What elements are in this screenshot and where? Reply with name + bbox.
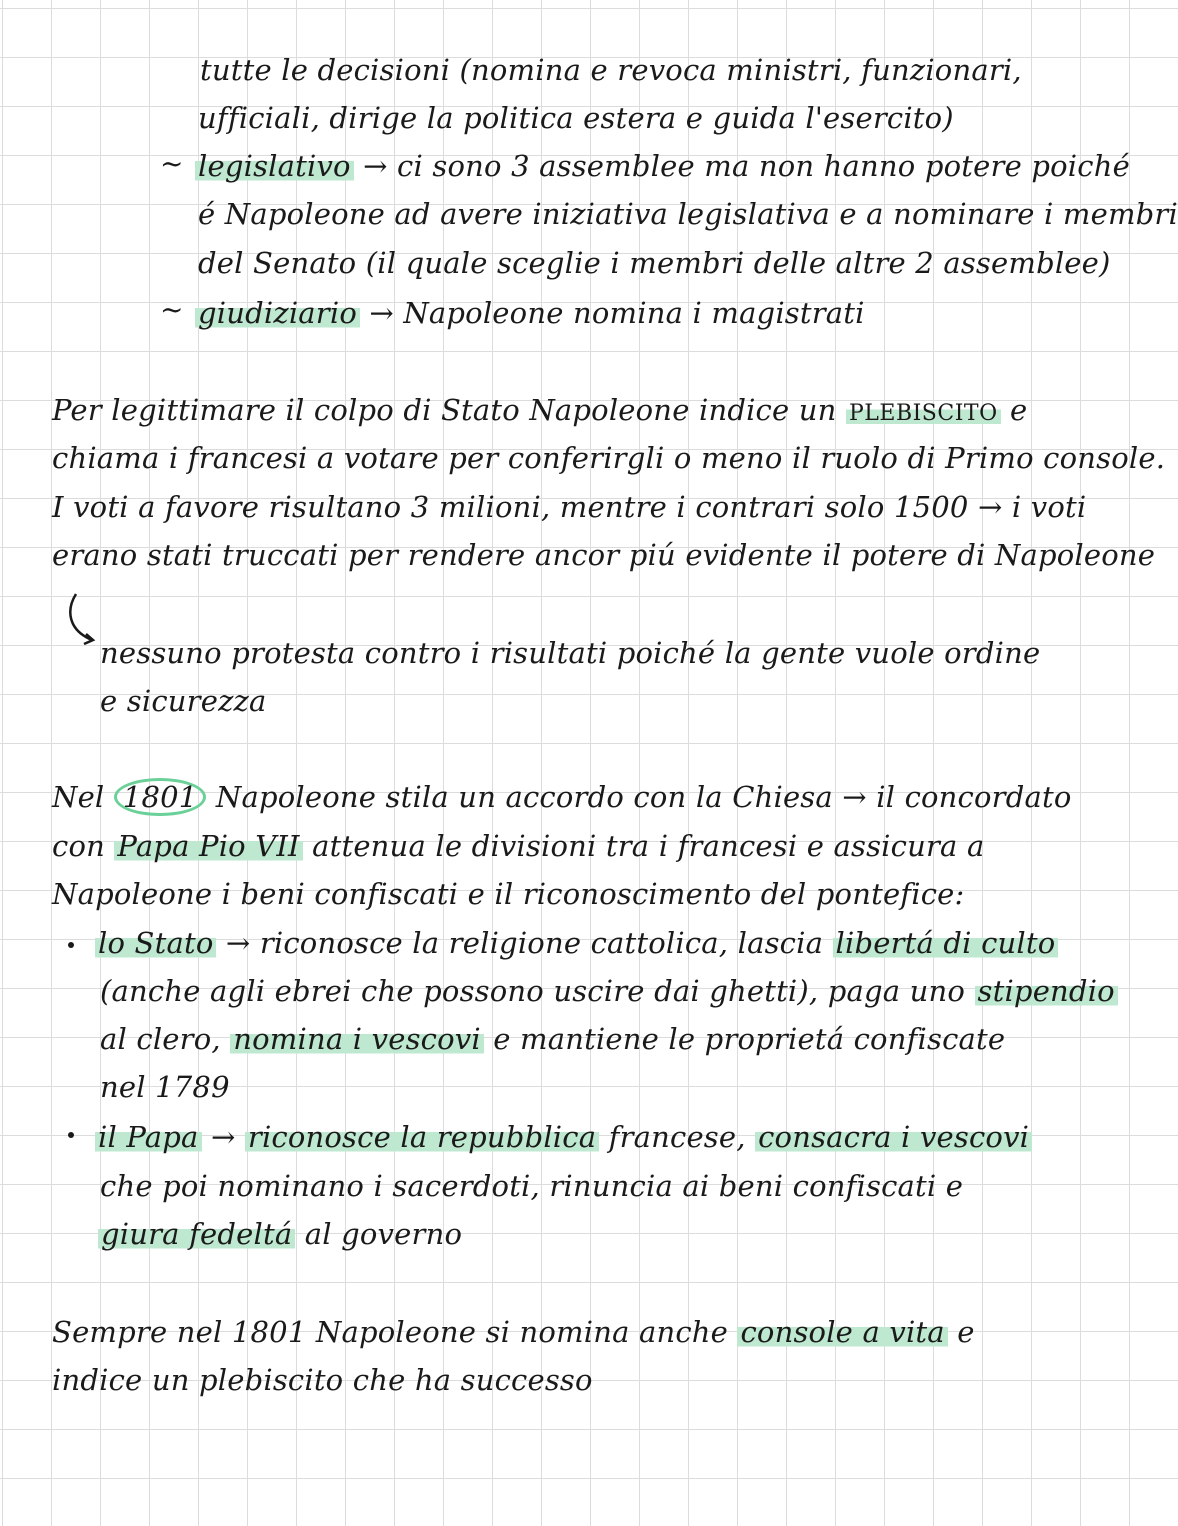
text-line — [100, 633, 1040, 673]
text-span: Napoleone stila un accordo con la Chiesa → il concordato — [215, 780, 1072, 814]
text-span: e sicurezza — [100, 684, 267, 718]
giura-fedelta-highlight: giura fedeltá — [98, 1217, 295, 1251]
text-span: tutte le decisioni (nomina e revoca ministri, funzionari, — [200, 53, 1022, 87]
text-line — [52, 487, 1086, 527]
text-span: (anche agli ebrei che possono uscire dai ghetti), paga uno — [100, 974, 966, 1008]
tilde-bullet-icon: ~ — [160, 147, 184, 180]
hook-arrow-icon — [62, 590, 102, 650]
text-line — [52, 874, 965, 914]
text-span: e — [957, 1315, 975, 1349]
text-span: che poi nominano i sacerdoti, rinuncia ai beni confiscati e — [100, 1169, 964, 1203]
text-span: erano stati truccati per rendere ancor piú evidente il potere di Napoleone — [52, 538, 1156, 572]
riconosce-repubblica-highlight: riconosce la repubblica — [245, 1120, 599, 1154]
text-span: con — [52, 829, 105, 863]
text-line — [100, 1019, 1005, 1059]
text-span: → — [210, 1120, 236, 1154]
text-line — [52, 1360, 593, 1400]
text-span: nel 1789 — [100, 1070, 230, 1104]
text-span: attenua le divisioni tra i francesi e assicura a — [312, 829, 985, 863]
text-line — [52, 390, 1027, 430]
papa-pio-highlight: Papa Pio VII — [114, 829, 302, 863]
text-span: al governo — [304, 1217, 463, 1251]
stato-highlight: lo Stato — [95, 926, 216, 960]
text-span: del Senato (il quale sceglie i membri delle altre 2 assemblee) — [198, 246, 1111, 280]
text-line — [200, 50, 1022, 90]
text-line — [195, 293, 865, 333]
text-span: chiama i francesi a votare per conferirgli o meno il ruolo di Primo console. — [52, 441, 1166, 475]
text-span: francese, — [608, 1120, 746, 1154]
text-span: → Napoleone nomina i magistrati — [369, 296, 865, 330]
text-span: Per legittimare il colpo di Stato Napoleone indice un — [52, 393, 837, 427]
text-span: al clero, — [100, 1022, 221, 1056]
text-line — [100, 1067, 230, 1107]
text-span: → riconosce la religione cattolica, lascia — [225, 926, 824, 960]
text-span: e — [1010, 393, 1028, 427]
bullet-dot-icon — [68, 1132, 74, 1138]
plebiscito-highlight: PLEBISCITO — [846, 401, 1001, 426]
nomina-vescovi-highlight: nomina i vescovi — [230, 1022, 484, 1056]
text-line — [52, 1312, 975, 1352]
bullet-dot-icon — [68, 942, 74, 948]
text-line — [52, 826, 984, 866]
stipendio-highlight: stipendio — [975, 974, 1118, 1008]
consacra-vescovi-highlight: consacra i vescovi — [755, 1120, 1032, 1154]
text-span: I voti a favore risultano 3 milioni, mentre i contrari solo 1500 → i voti — [52, 490, 1087, 524]
console-a-vita-highlight: console a vita — [737, 1315, 947, 1349]
text-line — [52, 438, 1165, 478]
liberta-culto-highlight: libertá di culto — [833, 926, 1059, 960]
text-line — [100, 971, 1118, 1011]
text-line — [98, 1214, 462, 1254]
legislativo-highlight: legislativo — [195, 149, 354, 183]
giudiziario-highlight: giudiziario — [195, 296, 360, 330]
text-span: é Napoleone ad avere iniziativa legislativa e a nominare i membri — [198, 197, 1178, 231]
text-span: Sempre nel 1801 Napoleone si nomina anche — [52, 1315, 729, 1349]
papa-highlight: il Papa — [95, 1120, 202, 1154]
text-span: → ci sono 3 assemblee ma non hanno potere poiché — [363, 149, 1130, 183]
text-line — [52, 777, 1072, 817]
year-circled: 1801 — [114, 778, 207, 816]
text-line — [100, 1166, 963, 1206]
text-line — [95, 923, 1058, 963]
text-span: Napoleone i beni confiscati e il riconoscimento del pontefice: — [52, 877, 965, 911]
text-line — [52, 535, 1155, 575]
text-span: indice un plebiscito che ha successo — [52, 1363, 593, 1397]
text-line — [198, 98, 954, 138]
text-span: ufficiali, dirige la politica estera e guida l'esercito) — [198, 101, 954, 135]
text-span: Nel — [52, 780, 105, 814]
text-span: nessuno protesta contro i risultati poiché la gente vuole ordine — [100, 636, 1041, 670]
text-line — [198, 194, 1178, 234]
text-span: e mantiene le proprietá confiscate — [493, 1022, 1006, 1056]
tilde-bullet-icon: ~ — [160, 293, 184, 326]
text-line — [100, 681, 267, 721]
text-line — [195, 146, 1130, 186]
text-line — [95, 1117, 1032, 1157]
text-line — [198, 243, 1111, 283]
